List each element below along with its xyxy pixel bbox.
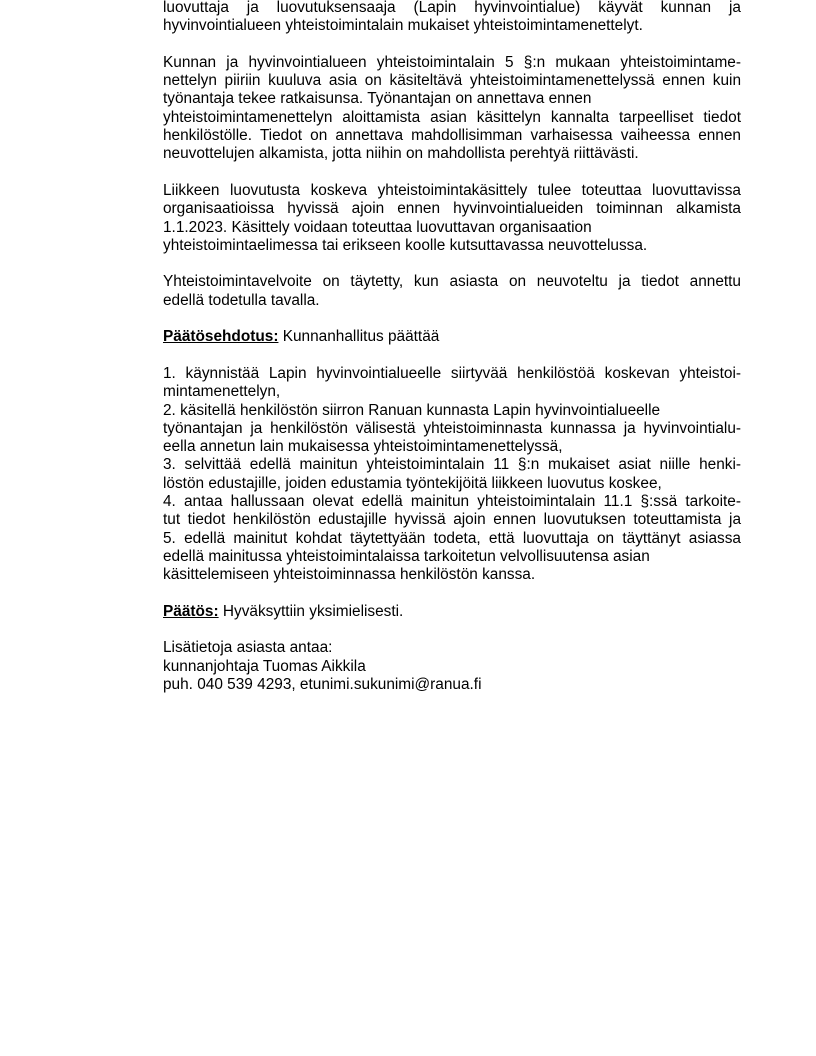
text-line: 1. käynnistää Lapin hyvinvointialueelle siirtyvää henkilöstöä koskevan yhteistoi-: [163, 364, 741, 382]
contact-block: [163, 639, 741, 694]
text-line: edellä mainitussa yhteistoimintalaissa tarkoitetun velvollisuutensa asian: [163, 547, 650, 565]
text-line: 3. selvittää edellä mainitun yhteistoimintalain 11 §:n mukaiset asiat niille henki-: [163, 456, 741, 474]
text-line: yhteistoimintaelimessa tai erikseen koolle kutsuttavassa neuvottelussa.: [163, 236, 648, 254]
document-page: [163, 0, 741, 713]
proposal-items: [163, 365, 741, 585]
text-line: mintamenettelyn,: [163, 383, 281, 401]
text-line: käsittelemiseen yhteistoiminnassa henkilöstön kanssa.: [163, 566, 536, 584]
text-line: yhteistoimintamenettelyn aloittamista asian käsittelyn kannalta tarpeelliset tiedot: [163, 108, 741, 126]
text-line: henkilöstölle. Tiedot on annettava mahdollisimman varhaisessa vaiheessa ennen: [163, 127, 741, 145]
contact-name: kunnanjohtaja Tuomas Aikkila: [163, 657, 366, 675]
text-line: hyvinvointialueen yhteistoimintalain mukaiset yhteistoimintamenettelyt.: [163, 17, 643, 35]
transfer-paragraph: [163, 182, 741, 255]
text-line: neuvottelujen alkamista, jotta niihin on mahdollista perehtyä riittävästi.: [163, 145, 639, 163]
text-line: tut tiedot henkilöstön edustajille hyvissä ajoin ennen luovutuksen toteuttamista ja: [163, 511, 741, 529]
text-line: 4. antaa hallussaan olevat edellä mainitun yhteistoimintalain 11.1 §:ssä tarkoite-: [163, 493, 741, 511]
text-line: luovuttaja ja luovutuksensaaja (Lapin hyvinvointialue) käyvät kunnan ja: [163, 0, 741, 16]
text-line: nettelyn piiriin kuuluva asia on käsiteltävä yhteistoimintamenettelyssä ennen kuin: [163, 72, 741, 90]
text-line: 2. käsitellä henkilöstön siirron Ranuan kunnasta Lapin hyvinvointialueelle: [163, 401, 661, 419]
proposal-row: [163, 328, 741, 346]
text-line: edellä todetulla tavalla.: [163, 291, 320, 309]
contact-details: puh. 040 539 4293, etunimi.sukunimi@ranua.fi: [163, 675, 482, 693]
text-line: työnantajan ja henkilöstön välisestä yhteistoiminnasta kunnassa ja hyvinvointialu-: [163, 419, 741, 437]
text-line: löstön edustajille, joiden edustamia työntekijöitä liikkeen luovutus koskee,: [163, 474, 662, 492]
text-line: Liikkeen luovutusta koskeva yhteistoimintakäsittely tulee toteuttaa luovuttavissa: [163, 181, 741, 199]
proposal-line: [163, 328, 741, 346]
text-line: Kunnan ja hyvinvointialueen yhteistoimintalain 5 §:n mukaan yhteistoimintame-: [163, 53, 741, 71]
decision-row: [163, 603, 741, 621]
obligation-paragraph: [163, 273, 741, 310]
text-line: 5. edellä mainitut kohdat täytettyään todeta, että luovuttaja on täyttänyt asiassa: [163, 529, 741, 547]
cooperation-paragraph: [163, 54, 741, 164]
text-line: 1.1.2023. Käsittely voidaan toteuttaa luovuttavan organisaation: [163, 218, 592, 236]
decision-heading: Päätös:: [163, 602, 219, 620]
text-line: eella annetun lain mukaisessa yhteistoimintamenettelyssä,: [163, 438, 563, 456]
text-line: Yhteistoimintavelvoite on täytetty, kun asiasta on neuvoteltu ja tiedot annettu: [163, 273, 741, 291]
text-line: työnantaja tekee ratkaisunsa. Työnantajan on annettava ennen: [163, 90, 592, 108]
proposal-heading: Päätösehdotus:: [163, 328, 279, 346]
decision-text: Hyväksyttiin yksimielisesti.: [218, 602, 404, 620]
proposal-text: Kunnanhallitus päättää: [278, 328, 440, 346]
decision-line: [163, 603, 741, 621]
intro-paragraph: [163, 0, 741, 36]
text-line: organisaatioissa hyvissä ajoin ennen hyvinvointialueiden toiminnan alkamista: [163, 200, 741, 218]
contact-intro: Lisätietoja asiasta antaa:: [163, 639, 333, 657]
